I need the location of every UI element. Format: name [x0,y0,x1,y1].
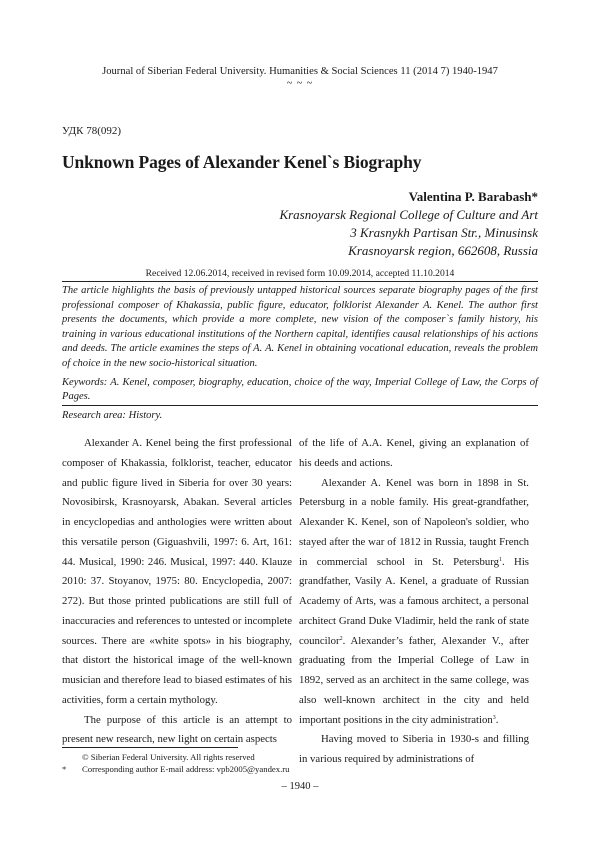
research-area: Research area: History. [62,409,163,421]
body-paragraph: of the life of A.A. Kenel, giving an explanation of his deeds and actions. [299,437,529,469]
page-number: – 1940 – [281,781,319,792]
received-dates: Received 12.06.2014, received in revised form 10.09.2014, accepted 11.10.2014 [145,268,455,279]
footnotes [62,751,290,775]
article-title: Unknown Pages of Alexander Kenel`s Biography [62,152,422,172]
udk-code: УДК 78(092) [62,125,122,137]
affiliation-line: Krasnoyarsk region, 662608, Russia [348,243,538,258]
abstract-bottom-rule [62,405,538,406]
keywords: Keywords: A. Kenel, composer, biography, education, choice of the way, Imperial College of Law, the Corps of Pages. [62,376,538,403]
body-paragraph: Alexander A. Kenel being the first professional composer of Khakassia, folklorist, teacher, educator and public figure lived in Siberia for over 30 years: Novosibirsk, Krasnoyarsk, Abakan. Several articles in encyclopedias and anthologies were written about this versatile person (Giguashvili, 1997: 6. Art, 161: 44. Musical, 1990: 246. Musical, 1997: 440. Klauze 2010: 37. Stoyanov, 1975: 80. Encyclopedia, 2007: 272). But those printed publications are still full of inaccuracies and references to untested or incomplete sources. There are «white spots» in his biography, that distort the historical image of the well-known musician and therefore lead to biased estimates of his activities, form a certain mythology. [62,437,292,706]
body-paragraph: Having moved to Siberia in 1930-s and filling in various required by administrations of [299,733,529,765]
paragraph-text: Alexander A. Kenel was born in 1898 in St. Petersburg in a noble family. His great-grandfather, Alexander K. Kenel, son of Napoleon's soldier, who stayed after the war of 1812 in Russia, taught French in commercial school in St. Petersburg [299,476,529,568]
paragraph-text: . Alexander’s father, Alexander V., after graduating from the Imperial College of Law in 1892, served as an architect in the same college, was also well-known architect in the city and held important positions in the city administration [299,634,529,726]
footnote-ref: 2 [339,635,343,642]
footnote-ref: 1 [498,556,502,563]
copyright-note: © Siberian Federal University. All rights reserved [82,752,255,762]
paragraph-text: . His grandfather, Vasily A. Kenel, a graduate of Russian Academy of Arts, was a famous architect, a personal architect Grand Duke Vladimir, held the rank of state councilor [299,555,529,647]
abstract-top-rule [62,281,538,282]
body-paragraph: The purpose of this article is an attempt to present new research, new light on certain aspects [62,713,292,746]
header-ornament: ~ ~ ~ [286,78,314,89]
body-column-left [62,434,292,750]
footnote-rule [62,747,238,748]
affiliation-line: Krasnoyarsk Regional College of Culture and Art [279,207,538,222]
footnote-ref: 3 [492,714,496,721]
affiliation-line: 3 Krasnykh Partisan Str., Minusinsk [350,225,538,240]
footnote-mark: * [62,764,67,774]
body-column-right [299,434,529,770]
journal-header: Journal of Siberian Federal University. Humanities & Social Sciences 11 (2014 7) 1940-1947 [102,66,498,77]
abstract-text: The article highlights the basis of previously untapped historical sources separate biography pages of the first professional composer of Khakassia, public figure, educator, folklorist Alexander A. Kenel. The author first presents the documents, which provide a more complete, new vision of the composer`s family history, his training in various educational institutions of the Northern capital, identifies causal relationships of his actions and deeds. The article examines the steps of A. A. Kenel in obtaining vocational education, reveals the problem of choice in the new socio-historical situation. [62,285,538,369]
author-block [279,188,538,260]
corresponding-author-note: Corresponding author E-mail address: vpb2005@yandex.ru [82,764,290,774]
abstract [62,284,538,423]
body-paragraph [299,474,529,731]
paragraph-text: . [495,713,499,726]
author-name: Valentina P. Barabash* [408,189,538,204]
